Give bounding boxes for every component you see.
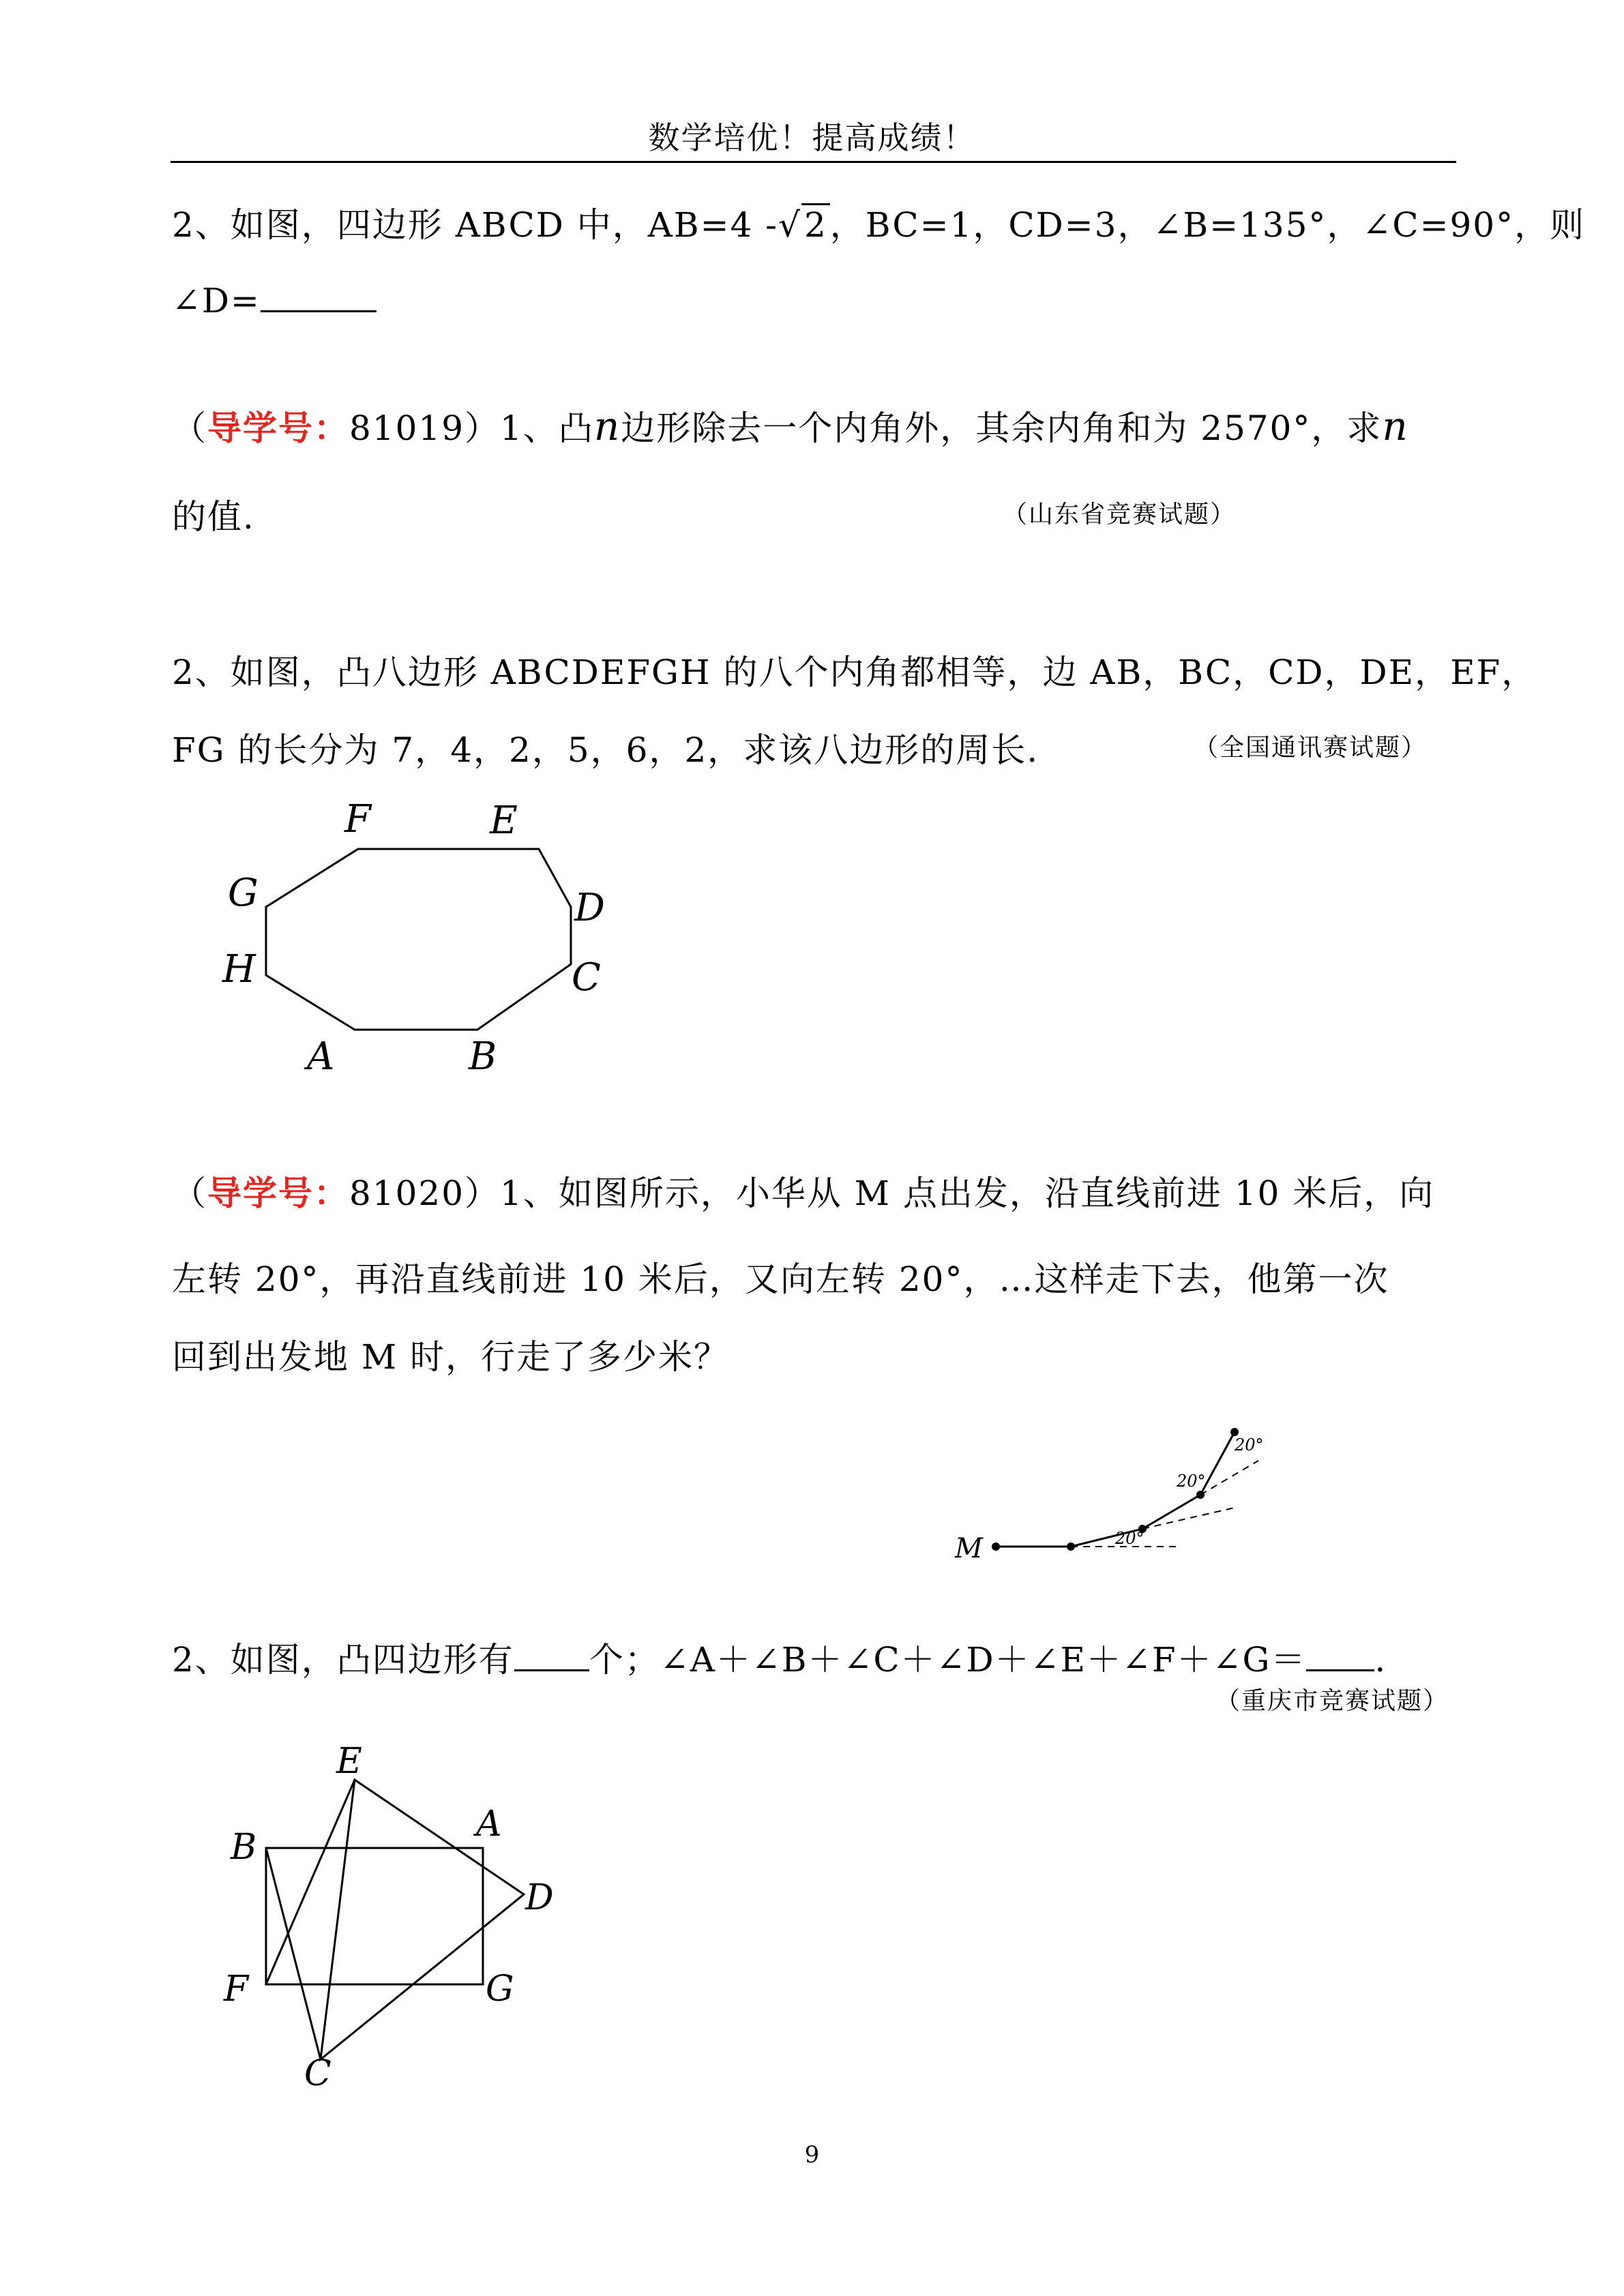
label-D: D (525, 1877, 554, 1918)
q2-line1 (172, 401, 1409, 450)
octagon-shape (266, 849, 571, 1030)
q1-line1-suffix: ，BC=1，CD=3，∠B=135°，∠C=90°，则 (829, 205, 1586, 245)
q1-sqrt: √2 (778, 205, 830, 245)
q1-line1 (172, 198, 1585, 247)
label-M: M (955, 1533, 983, 1564)
q2-var-n: n (593, 403, 621, 449)
label-F: F (344, 797, 371, 841)
q1-line2 (172, 281, 377, 320)
angle-label-2: 20° (1177, 1472, 1206, 1491)
octagon-figure (205, 784, 668, 1098)
q5-source: （重庆市竞赛试题） (1215, 1687, 1449, 1715)
q2-var-n2: n (1382, 403, 1409, 449)
q5-line1-b: 个；∠A＋∠B＋∠C＋∠D＋∠E＋∠F＋∠G＝ (589, 1640, 1307, 1680)
label-B: B (231, 1827, 257, 1868)
q5-line1-c: . (1374, 1640, 1387, 1680)
label-A: A (307, 1034, 335, 1079)
q2-open-paren: （ (172, 408, 207, 448)
label-F: F (224, 1969, 249, 2010)
q3-line2: FG 的长分为 7，4，2，5，6，2，求该八边形的周长. (172, 730, 1039, 770)
extension-dashed-2 (1142, 1508, 1235, 1529)
angle-label-3: 20° (1235, 1435, 1264, 1455)
angle-label-1: 20° (1115, 1529, 1145, 1548)
label-C: C (304, 2053, 331, 2087)
q5-line1 (172, 1632, 1387, 1682)
rectangle-bagf (266, 1848, 483, 1984)
q2-tag: 导学号： (207, 408, 349, 448)
q4-tag: 导学号： (207, 1174, 349, 1213)
label-E: E (490, 799, 518, 843)
header-rule (171, 161, 1456, 163)
label-A: A (476, 1804, 502, 1845)
label-G: G (228, 871, 259, 915)
q2-line1-b: 边形除去一个内角外，其余内角和为 2570°，求 (621, 408, 1383, 448)
label-H: H (222, 947, 256, 992)
q1-answer-blank (261, 310, 377, 312)
quadrilateral-figure (205, 1732, 587, 2087)
turn-point-1 (1067, 1542, 1075, 1551)
q1-line2-prefix: ∠D= (172, 281, 261, 320)
q2-line2: 的值. (172, 497, 255, 537)
q3-line1: 2、如图，凸八边形 ABCDEFGH 的八个内角都相等，边 AB，BC，CD，DE，EF， (172, 653, 1537, 692)
q4-line1 (172, 1166, 1434, 1215)
q4-line3: 回到出发地 M 时，行走了多少米？ (172, 1337, 729, 1377)
q5-line1-a: 2、如图，凸四边形有 (172, 1640, 514, 1680)
page-number: 9 (804, 2141, 820, 2168)
page-header: 数学培优！提高成绩！ (648, 119, 976, 156)
label-C: C (572, 955, 601, 1000)
label-D: D (574, 886, 605, 930)
label-B: B (469, 1034, 497, 1079)
walking-path-figure (941, 1384, 1282, 1582)
q1-line1-prefix: 2、如图，四边形 ABCD 中，AB= (172, 205, 730, 245)
q4-open-paren: （ (172, 1174, 207, 1213)
q5-blank-count (514, 1669, 589, 1671)
q2-source: （山东省竞赛试题） (1003, 501, 1237, 528)
q1-sqrt-radicand: 2 (801, 203, 830, 245)
q2-line1-a: 81019）1、凸 (349, 408, 594, 448)
q1-ab-number: 4 - (730, 205, 779, 245)
q3-source: （全国通讯赛试题） (1194, 734, 1428, 762)
label-E: E (336, 1741, 362, 1782)
q4-line1-text: 81020）1、如图所示，小华从 M 点出发，沿直线前进 10 米后，向 (349, 1174, 1435, 1213)
q4-line2: 左转 20°，再沿直线前进 10 米后，又向左转 20°，…这样走下去，他第一次 (172, 1259, 1389, 1299)
label-G: G (486, 1969, 514, 2010)
turn-point-3 (1196, 1491, 1205, 1499)
q5-blank-sum (1306, 1669, 1374, 1671)
point-m (992, 1542, 1000, 1551)
